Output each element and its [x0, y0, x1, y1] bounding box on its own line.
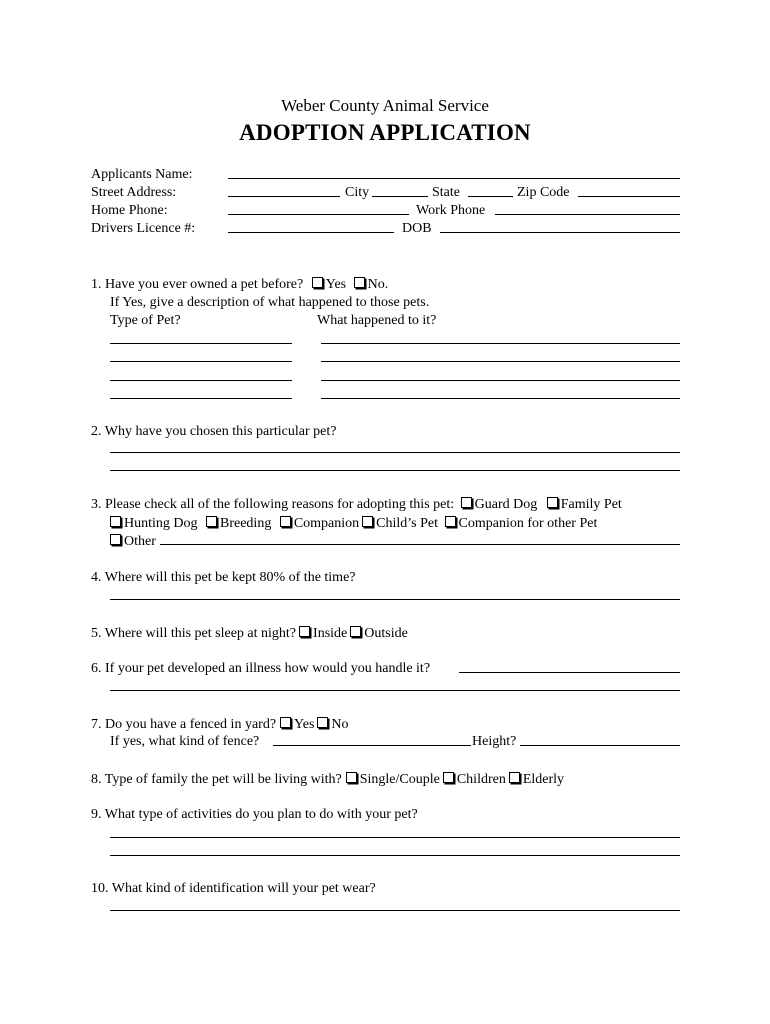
- q9-question: 9. What type of activities do you plan to do with your pet?: [91, 807, 418, 822]
- q1-happened-line-1[interactable]: [321, 343, 680, 344]
- q4-question: 4. Where will this pet be kept 80% of the time?: [91, 570, 356, 585]
- q5-question: 5. Where will this pet sleep at night?: [91, 626, 297, 641]
- q9-answer-line-2[interactable]: [110, 855, 680, 856]
- q1-no-checkbox[interactable]: [354, 277, 365, 288]
- q7-height-line[interactable]: [520, 745, 680, 746]
- q7-row: [91, 717, 349, 732]
- q3-childs-pet-label: Child’s Pet: [376, 516, 439, 531]
- q8-question: 8. Type of family the pet will be living with?: [91, 772, 342, 787]
- q3-companion-other-label: Companion for other Pet: [458, 516, 598, 531]
- q3-breeding-checkbox[interactable]: [206, 516, 217, 527]
- q3-other-checkbox[interactable]: [110, 534, 121, 545]
- q7-fence-label: If yes, what kind of fence?: [110, 734, 260, 749]
- q1-happened-line-4[interactable]: [321, 398, 680, 399]
- q1-happened-line-3[interactable]: [321, 380, 680, 381]
- dob-line[interactable]: [440, 232, 680, 233]
- street-address-label: Street Address:: [91, 185, 177, 200]
- q3-row-1: [91, 497, 622, 512]
- q3-companion-checkbox[interactable]: [280, 516, 291, 527]
- q5-inside-checkbox[interactable]: [299, 626, 310, 637]
- q5-row: [91, 626, 408, 641]
- q3-other-label: Other: [124, 534, 156, 549]
- q3-family-pet-label: Family Pet: [560, 497, 622, 512]
- q10-question: 10. What kind of identification will your pet wear?: [91, 881, 376, 896]
- q2-answer-line-1[interactable]: [110, 452, 680, 453]
- q3-other-line[interactable]: [160, 544, 680, 545]
- q1-yes-label: Yes: [325, 277, 347, 292]
- q8-single-couple-checkbox[interactable]: [346, 772, 357, 783]
- q1-pet-line-4[interactable]: [110, 398, 292, 399]
- q8-children-label: Children: [456, 772, 506, 787]
- q3-companion-label: Companion: [293, 516, 360, 531]
- q4-answer-line[interactable]: [110, 599, 680, 600]
- q3-guard-dog-label: Guard Dog: [474, 497, 538, 512]
- state-label: State: [432, 185, 460, 200]
- q6-answer-line-2[interactable]: [110, 690, 680, 691]
- page-subtitle: Weber County Animal Service: [281, 96, 489, 115]
- q1-followup: If Yes, give a description of what happened to those pets.: [110, 295, 430, 310]
- q8-elderly-checkbox[interactable]: [509, 772, 520, 783]
- q1-col-type-of-pet: Type of Pet?: [110, 313, 181, 328]
- dob-label: DOB: [402, 221, 432, 236]
- q3-childs-pet-checkbox[interactable]: [362, 516, 373, 527]
- q6-question: 6. If your pet developed an illness how would you handle it?: [91, 661, 431, 676]
- state-line[interactable]: [468, 196, 513, 197]
- q7-height-label: Height?: [472, 734, 517, 749]
- q3-family-pet-checkbox[interactable]: [547, 497, 558, 508]
- q5-outside-checkbox[interactable]: [350, 626, 361, 637]
- q7-no-label: No: [331, 717, 349, 732]
- q7-yes-label: Yes: [294, 717, 315, 732]
- q7-fence-line[interactable]: [273, 745, 471, 746]
- q3-row-3: [110, 534, 156, 549]
- q10-answer-line[interactable]: [110, 910, 680, 911]
- q7-question: 7. Do you have a fenced in yard?: [91, 717, 277, 732]
- q1-pet-line-2[interactable]: [110, 361, 292, 362]
- q3-hunting-dog-checkbox[interactable]: [110, 516, 121, 527]
- q8-single-couple-label: Single/Couple: [359, 772, 440, 787]
- home-phone-line[interactable]: [228, 214, 409, 215]
- q3-companion-other-checkbox[interactable]: [445, 516, 456, 527]
- drivers-licence-label: Drivers Licence #:: [91, 221, 196, 236]
- q1-no-label: No.: [367, 277, 389, 292]
- q1-row: [91, 277, 388, 292]
- work-phone-line[interactable]: [495, 214, 680, 215]
- q5-outside-label: Outside: [364, 626, 408, 641]
- q1-yes-checkbox[interactable]: [312, 277, 323, 288]
- city-line[interactable]: [372, 196, 428, 197]
- q6-answer-line-1[interactable]: [459, 672, 680, 673]
- q1-happened-line-2[interactable]: [321, 361, 680, 362]
- work-phone-label: Work Phone: [416, 203, 486, 218]
- applicant-name-line[interactable]: [228, 178, 680, 179]
- home-phone-label: Home Phone:: [91, 203, 168, 218]
- q1-pet-line-3[interactable]: [110, 380, 292, 381]
- q1-question: 1. Have you ever owned a pet before?: [91, 277, 304, 292]
- q8-row: [91, 772, 564, 787]
- q1-col-what-happened: What happened to it?: [317, 313, 437, 328]
- q2-answer-line-2[interactable]: [110, 470, 680, 471]
- street-address-line[interactable]: [228, 196, 340, 197]
- q3-guard-dog-checkbox[interactable]: [461, 497, 472, 508]
- applicant-name-label: Applicants Name:: [91, 167, 193, 182]
- page-title: ADOPTION APPLICATION: [239, 120, 531, 145]
- q5-inside-label: Inside: [313, 626, 348, 641]
- q7-yes-checkbox[interactable]: [280, 717, 291, 728]
- q2-question: 2. Why have you chosen this particular pet?: [91, 424, 337, 439]
- q3-question: 3. Please check all of the following reasons for adopting this pet:: [91, 497, 455, 512]
- q8-children-checkbox[interactable]: [443, 772, 454, 783]
- q9-answer-line-1[interactable]: [110, 837, 680, 838]
- city-label: City: [345, 185, 370, 200]
- q3-hunting-dog-label: Hunting Dog: [124, 516, 198, 531]
- zip-code-label: Zip Code: [517, 185, 570, 200]
- zip-code-line[interactable]: [578, 196, 680, 197]
- q8-elderly-label: Elderly: [522, 772, 565, 787]
- q1-pet-line-1[interactable]: [110, 343, 292, 344]
- q3-breeding-label: Breeding: [220, 516, 272, 531]
- q3-row-2: [110, 516, 597, 531]
- q7-no-checkbox[interactable]: [317, 717, 328, 728]
- drivers-licence-line[interactable]: [228, 232, 394, 233]
